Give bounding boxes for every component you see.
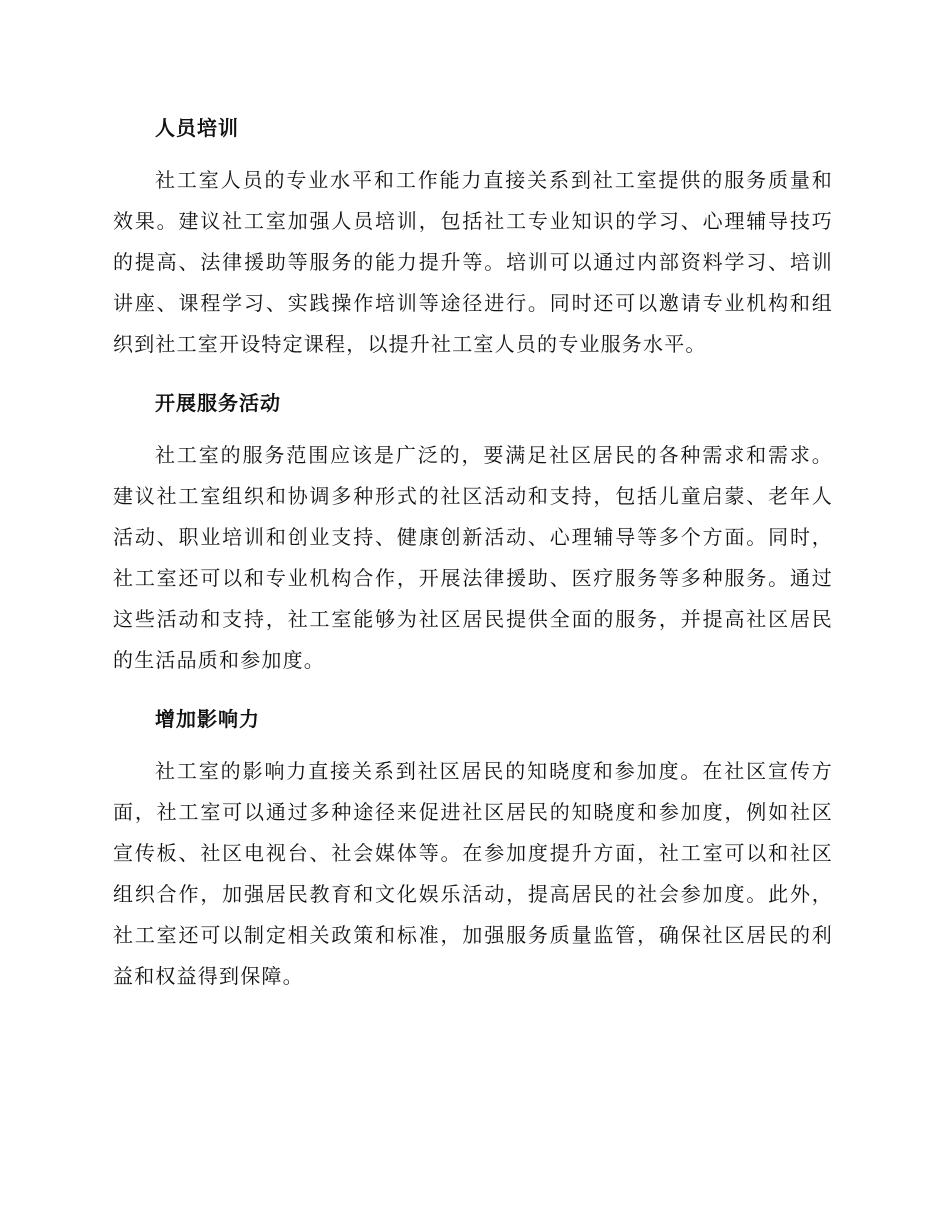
section-paragraph: 社工室人员的专业水平和工作能力直接关系到社工室提供的服务质量和效果。建议社工室加强人员培训，包括社工专业知识的学习、心理辅导技巧的提高、法律援助等服务的能力提升等。培训可以通过内部资料学习、培训讲座、课程学习、实践操作培训等途径进行。同时还可以邀请专业机构和组织到社工室开设特定课程，以提升社工室人员的专业服务水平。 bbox=[113, 168, 833, 356]
document-page bbox=[113, 108, 833, 1015]
section-heading: 开展服务活动 bbox=[155, 391, 281, 415]
section-service-activities bbox=[113, 383, 833, 681]
section-heading: 增加影响力 bbox=[155, 707, 260, 731]
section-staff-training bbox=[113, 108, 833, 365]
section-paragraph: 社工室的服务范围应该是广泛的，要满足社区居民的各种需求和需求。建议社工室组织和协调多种形式的社区活动和支持，包括儿童启蒙、老年人活动、职业培训和创业支持、健康创新活动、心理辅导等多个方面。同时，社工室还可以和专业机构合作，开展法律援助、医疗服务等多种服务。通过这些活动和支持，社工室能够为社区居民提供全面的服务，并提高社区居民的生活品质和参加度。 bbox=[113, 443, 833, 672]
section-heading: 人员培训 bbox=[155, 116, 239, 140]
section-paragraph: 社工室的影响力直接关系到社区居民的知晓度和参加度。在社区宣传方面，社工室可以通过多种途径来促进社区居民的知晓度和参加度，例如社区宣传板、社区电视台、社会媒体等。在参加度提升方面，社工室可以和社区组织合作，加强居民教育和文化娱乐活动，提高居民的社会参加度。此外，社工室还可以制定相关政策和标准，加强服务质量监管，确保社区居民的利益和权益得到保障。 bbox=[113, 759, 833, 988]
section-influence bbox=[113, 699, 833, 997]
